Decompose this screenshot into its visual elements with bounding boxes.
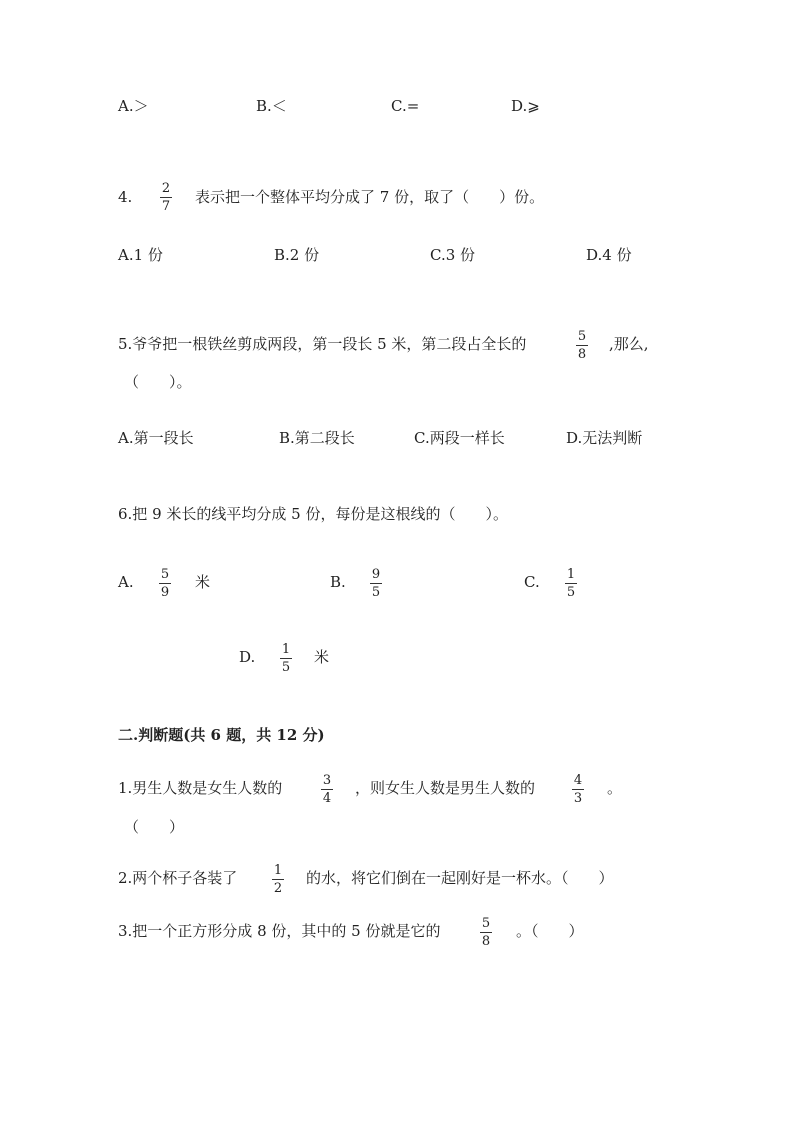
q4-fraction [158, 181, 174, 214]
q4-option-a: A.1 份 [118, 246, 163, 264]
fraction-bar [480, 932, 492, 933]
fraction-numerator: 4 [573, 773, 583, 788]
q6-option-a-unit: 米 [195, 573, 211, 591]
judge-q1-text-mid: ，则女生人数是男生人数的 [355, 779, 536, 797]
q3-option-a: A.＞ [118, 97, 149, 115]
fraction-bar [272, 879, 284, 880]
fraction-bar [160, 197, 172, 198]
q4-text: 表示把一个整体平均分成了 7 份，取了（ ）份。 [195, 188, 545, 206]
fraction-numerator: 5 [481, 916, 491, 931]
q5-text-after: ,那么, [609, 335, 649, 353]
q5-blank: （ ）。 [124, 373, 192, 391]
fraction-numerator: 2 [161, 181, 171, 196]
q5-fraction [574, 329, 590, 362]
judge-q3-fraction [478, 916, 494, 949]
fraction-bar [565, 583, 577, 584]
fraction-bar [572, 789, 584, 790]
fraction-denominator: 2 [273, 881, 283, 896]
q6-option-d-label: D. [239, 648, 256, 666]
q6-option-d-fraction [278, 642, 294, 675]
q4-option-b: B.2 份 [274, 246, 320, 264]
fraction-numerator: 1 [566, 567, 576, 582]
fraction-denominator: 7 [161, 199, 171, 214]
q5-text: 5.爷爷把一根铁丝剪成两段，第一段长 5 米，第二段占全长的 [118, 335, 527, 353]
fraction-bar [280, 658, 292, 659]
judge-q2-text-after: 的水，将它们倒在一起刚好是一杯水。（ ） [306, 869, 614, 887]
judge-q1-text-after: 。 [607, 779, 623, 797]
judge-q2-fraction [270, 863, 286, 896]
q6-option-b-label: B. [330, 573, 346, 591]
q6-text: 6.把 9 米长的线平均分成 5 份，每份是这根线的（ ）。 [118, 505, 508, 523]
q6-option-a-label: A. [118, 573, 134, 591]
fraction-bar [321, 789, 333, 790]
fraction-numerator: 5 [577, 329, 587, 344]
judge-q3-text-after: 。（ ） [516, 922, 584, 940]
fraction-bar [370, 583, 382, 584]
fraction-denominator: 3 [573, 791, 583, 806]
judge-q2-text: 2.两个杯子各装了 [118, 869, 238, 887]
fraction-denominator: 8 [481, 934, 491, 949]
fraction-denominator: 5 [566, 585, 576, 600]
fraction-denominator: 4 [322, 791, 332, 806]
judge-q3-text: 3.把一个正方形分成 8 份，其中的 5 份就是它的 [118, 922, 441, 940]
judge-q1-fraction-2 [570, 773, 586, 806]
fraction-bar [576, 345, 588, 346]
q3-option-b: B.＜ [256, 97, 287, 115]
fraction-numerator: 1 [281, 642, 291, 657]
q4-option-d: D.4 份 [586, 246, 632, 264]
judge-q1-blank: （ ） [124, 818, 185, 836]
q5-option-b: B.第二段长 [279, 429, 355, 447]
q6-option-a-fraction [157, 567, 173, 600]
q3-option-d: D.⩾ [511, 97, 540, 115]
q6-option-c-fraction [563, 567, 579, 600]
q5-option-d: D.无法判断 [566, 429, 643, 447]
fraction-denominator: 8 [577, 347, 587, 362]
fraction-denominator: 5 [281, 660, 291, 675]
q3-option-c: C.= [391, 97, 420, 115]
fraction-numerator: 3 [322, 773, 332, 788]
q6-option-c-label: C. [524, 573, 540, 591]
judge-q1-fraction-1 [319, 773, 335, 806]
q4-option-c: C.3 份 [430, 246, 476, 264]
section-heading: 二.判断题(共 6 题，共 12 分) [118, 726, 325, 744]
fraction-denominator: 9 [160, 585, 170, 600]
fraction-denominator: 5 [371, 585, 381, 600]
q6-option-b-fraction [368, 567, 384, 600]
fraction-bar [159, 583, 171, 584]
q5-option-a: A.第一段长 [118, 429, 194, 447]
q6-option-d-unit: 米 [314, 648, 330, 666]
q5-option-c: C.两段一样长 [414, 429, 505, 447]
judge-q1-text: 1.男生人数是女生人数的 [118, 779, 283, 797]
fraction-numerator: 9 [371, 567, 381, 582]
q4-number: 4. [118, 188, 133, 206]
fraction-numerator: 5 [160, 567, 170, 582]
fraction-numerator: 1 [273, 863, 283, 878]
